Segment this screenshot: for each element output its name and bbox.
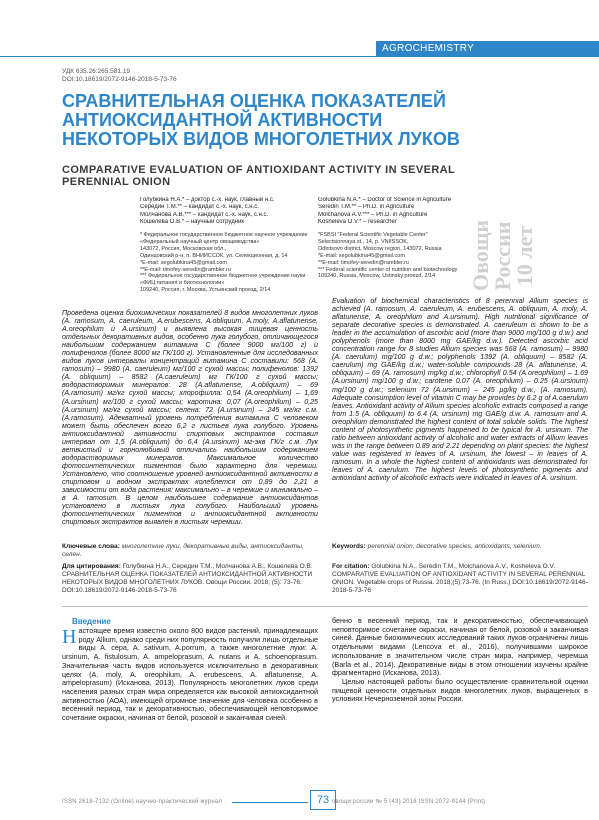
keywords-text: многолетние луки, декоративные виды, антиоксиданты, селен.: [62, 543, 304, 558]
intro-left-column: [62, 627, 318, 723]
citation-ru: [62, 563, 318, 595]
article-identifiers: [62, 68, 177, 84]
intro-right-column: [332, 617, 588, 704]
email-line[interactable]: **E-mail: timofey-seredin@rambler.ru: [140, 266, 231, 273]
author-line: Середин Т.М.** – кандидат с.-х. наук, с.н.с.: [140, 204, 259, 211]
affiliation-line: * Федеральное государственное бюджетное научное учреждение: [140, 232, 308, 238]
citation-label: Для цитирования:: [62, 563, 121, 570]
abstract-ru: Проведена оценка биохимических показателей 8 видов многолетних луков (A. ramosum, A. caeruleum, A.erubescens, A.obliquum, A.moly, A.aflatunense, A.oreophilum и A.ursinum) и выявлена высокая пищевая ценность отдельных декоративных видов, особенно лука голубого, отличающегося наибольшим содержанием витамина С (более 9000 мг/100 г) и полифенолов (более 8000 мг ГК/100 г). Установленные для исследованных видов луков интервалы концентраций витамина С составили: 568 (A. ramosum) – 9980 (A. caeruleum) мг/100 г сухой массы; полифенолов: 1392 (A. obliquum) – 8582 (A.caeruleum) мг ГК/100 г сухой массы; водорастворимых минералов: 28 (A.aflatunense, A.obliquum) – 69 (A.ramosum) мг/кг сухой массы; хлорофилла: 0,54 (A.oreophilum) – 1,69 (A.ursinum) мг/100 г сухой массы; каротина: 0,07 (A.oreophilum) – 0,25 (A.ursinum) мг/кг сухой массы; селена: 72 (A.ursinum) – 245 мг/кг с.м. (A.ramosum). Адекватный уровень потребления витамина С человеком может быть обеспечен всего 6,2 г листьев лука голубого. Уровень антиоксидантной активности спиртовых экстрактов составил интервал от 1,5 (A.obliquum) до 6,4 (A.ursinum) мг-экв ГК/г с.м. Лук ветвистый и горнолюбивый отличались наибольшим содержанием водорастворимых минералов. Максимальное количество фотосинтетических пигментов было характерно для черемши. Установлено, что соотношение уровней антиоксидантной активности в спиртовом и водном экстрактах колеблется от 0,89 до 2,21 в зависимости от вида растения: максимально – в черемше и минимально – в A. ramosum. В целом наибольшее содержание антиоксидантов установлено в листьях лука голубого. Наибольший уровень фотосинтетических пигментов и антиоксидантной активности спиртовых экстрактов выявлен в листьях черемши.: [62, 309, 318, 527]
affiliations-en: [318, 232, 488, 280]
email-line[interactable]: *E-mail: segolubkina45@gmail.com: [318, 252, 405, 259]
article-title-ru: СРАВНИТЕЛЬНАЯ ОЦЕНКА ПОКАЗАТЕЛЕЙ АНТИОКСИДАНТНОЙ АКТИВНОСТИ НЕКОТОРЫХ ВИДОВ МНОГОЛЕТНИХ ЛУКОВ: [62, 91, 460, 149]
affiliation-line: *** Federal scientific center of nutrition and biotechnology: [318, 266, 458, 273]
affiliation-line: Selectsionnaya st., 14, p. VNIISSOK,: [318, 238, 409, 245]
keywords-label: Ключевые слова:: [62, 543, 120, 550]
article-title-en: COMPARATIVE EVALUATION OF ANTIOXIDANT ACTIVITY IN SEVERAL PERENNIAL ONION: [62, 164, 455, 188]
affiliation-line: «ФИЦ питания и биотехнологии»: [140, 280, 225, 287]
affiliation-line: 143072, Россия, Московская обл.,: [140, 245, 227, 252]
author-line: Молчанова А.В.*** – кандидат с.-х. наук, с.н.с.: [140, 211, 269, 218]
footer-rule-left: [232, 802, 308, 803]
doi[interactable]: DOI:10.18619/2072-9146-2018-5-73-76: [62, 76, 177, 83]
author-line: Seredin T.M.** – Ph.D. in Agriculture: [318, 204, 415, 211]
intro-heading: Введение: [72, 617, 111, 626]
email-line[interactable]: **E-mail: timofey-seredin@rambler.ru: [318, 259, 409, 266]
author-line: Molchanova A.V.*** – Ph.D. in Agriculture: [318, 211, 428, 218]
header-rule: [0, 56, 599, 57]
udk-code: УДК 635.26:265.581.19: [62, 68, 131, 75]
section-header: AGROCHEMISTRY: [376, 41, 599, 57]
footer-left: ISSN 2618-7132 (Online) научно-практический журнал: [62, 799, 223, 805]
citation-en: [332, 563, 588, 595]
intro-left-text: астоящее время известно около 800 видов растений, принадлежащих роду Allium, однако среди них популярность получили лишь отдельные виды A. cepa, A. sativum, A.porrum, а также многолетние луки: A. ursinum, A. fistulosum, A. ampeloprasum, A. nutans и A. schoenoprasum. Значительная часть видов используется исключительно в декоративных целях (A. moly, A. oreophilum, A. erubescens, A. aflatunense, A. ampeloprasum) (Исканова, 2013). Популярность многолетних луков среди населения разных стран мира определяется как высокой антиоксидантной активностью (АОА), имеющей огромное значение для человека особенно в весенний период, так и декоративностью, обеспечивающей неповторимое сочетание окраски, начиная от белой, розовой и заканчивая синей.: [62, 626, 318, 723]
authors-ru: [140, 197, 312, 227]
affiliation-line: Одинцовский р-н, п. ВНИИССОК, ул. Селекционная, д. 14: [140, 252, 288, 259]
keywords-text: perennial onion, decorative species, antioxidants, selenium.: [367, 543, 542, 550]
affiliation-line: 109240, Russia, Moscow, Ustinsky proezd, 2/14: [318, 273, 436, 280]
keywords-ru: [62, 543, 318, 559]
citation-label: For citation:: [332, 563, 370, 570]
author-line: Голубкина Н.А.* – доктор с.-х. наук, главный н.с.: [140, 197, 275, 203]
intro-paragraph: Целью настоящей работы было осуществление сравнительной оценки пищевой ценности отдельных видов многолетних луков, выращенных в условиях Нечерноземной зоны России.: [332, 677, 588, 704]
email-line[interactable]: *E-mail: segolubkina45@gmail.com: [140, 259, 227, 266]
authors-en: [318, 197, 488, 227]
page-footer: [0, 796, 599, 810]
footer-right: овощи россии № 5 (43) 2018 ISSN 2072-9144 (Print): [332, 799, 486, 805]
affiliations-ru: [140, 232, 310, 294]
affiliation-line: «Федеральный научный центр овощеводства»: [140, 238, 260, 245]
page-number: 73: [310, 790, 336, 810]
affiliation-line: Odintsovo district, Moscow region, 143072, Russia: [318, 245, 442, 252]
keywords-label: Keywords:: [332, 543, 366, 550]
affiliation-line: *FSBSI "Federal Scientific Vegetable Center": [318, 232, 428, 238]
author-line: Kosheleva O.V.* – researcher: [318, 219, 397, 226]
author-line: Golubkina N.A.* – Doctor of Science in Agriculture: [318, 197, 452, 203]
author-line: Кошелева О.В.* – научный сотрудник: [140, 219, 244, 226]
affiliation-line: *** Федеральное государственное бюджетное учреждение науки: [140, 273, 306, 280]
keywords-en: [332, 543, 588, 551]
intro-paragraph: бенно в весенний период, так и декоративностью, обеспечивающей неповторимое сочетание окраски, начиная от белой, розовой и заканчивая синей. Данные биохимических исследований таких луков ограничены лишь отдельными видами (Lencova et al., 2016), получившими широкое использование в значительном числе стран мира, например, черемша (Barla et al., 2014). Декоративные виды в этом отношении изучены крайне фрагментарно (Исканова, 2013).: [332, 616, 588, 678]
abstract-en: Evaluation of biochemical characteristics of 8 perennial Allium species is achieved (A. ramosum, A. caeruleum, A. erubescens, A. obliquum, A. moly, A. aflatunense, A. oreophilum and A.ursinum). High nutritional significance of separate decorative species is demonstrated. A. caeruleum is shown to be a leader in the accumulation of ascorbic acid (more than 9000 mg/100 g d.w.) and polyphenols (more than 8000 mg GAE/kg d.w.). Detected ascorbic acid concentration range for 8 studies Allium species was 568 (A. ramosum) – 9980 (A. caerulum) mg/100 g d.w.; polyphenols 1392 (A. obliquum) – 8582 (A. caerulum) mg GAE/kg d.w.; water-soluble compounds 28 (A. aflatunense, A. obliquum) – 69 (A. ramosum) mg/kg d.w.; chlorophyll 0.54 (A.oreophilum) – 1.69 (A.ursinum) mg/100 g d.w.; carotene 0.07 (A. oreophilum) – 0.25 (A.ursinum) mg/100 g d.w.; selenium 72 (A.ursinum) – 245 µg/kg d.w., (A. ramosum). Adequate consumption level of vitamin C may be provides by 6.2 g of A.caerulum leaves. Antioxidant activity of Allium species alcoholic extracts composed a range from 1.5 (A. obliquum) to 6.4 (A. ursinum) mg GAE/g d.w. A. ramosum and A. oreophilum demonstrated the highest content of total soluble solids. The highest content of photosynthetic pigments happened to be typical for A. ursinum. The ratio between antioxidant activity of alcoholic and water extracts of Allium leaves was in the range between 0.89 and 2.21 depending on plant species: the highest value was registered in leaves of A. ursinum, the lowest – in leaves of A. ramosum. In a whole the highest content of antioxidants was demonstrated for leaves of A. caerulum. The highest levels of photosynthetic pigments and antioxidant activity of alcoholic extracts were indicated in leaves of A. ursinum.: [332, 297, 588, 483]
affiliation-line: 109240, Россия, г. Москва, Устьинский проезд, 2/14: [140, 287, 271, 294]
drop-cap: Н: [62, 626, 77, 648]
journal-logo: Овощи России 10 лет: [468, 219, 537, 291]
section-divider: [62, 606, 588, 607]
citation-text: Golubkina N.A., Seredin T.M., Molchanova A.V., Kosheleva O.V. COMPARATIVE EVALUATION OF ANTIOXIDANT ACTIVITY IN SEVERAL PERENNIAL ONION. Vegetable crops of Russia. 2018;(5):73-76. (In Russ.) DOI:10.18619/2072-9146-2018-5-73-76: [332, 563, 588, 594]
citation-text: Голубкина Н.А., Середин Т.М., Молчанова А.В., Кошелева О.В. СРАВНИТЕЛЬНАЯ ОЦЕНКА ПОКАЗАТЕЛЕЙ АНТИОКСИДАНТНОЙ АКТИВНОСТИ НЕКОТОРЫХ ВИДОВ МНОГОЛЕТНИХ ЛУКОВ. Овощи России. 2018; (5): 73-76. DOI:10.18619/2072-9146-2018-5-73-76: [62, 563, 313, 594]
